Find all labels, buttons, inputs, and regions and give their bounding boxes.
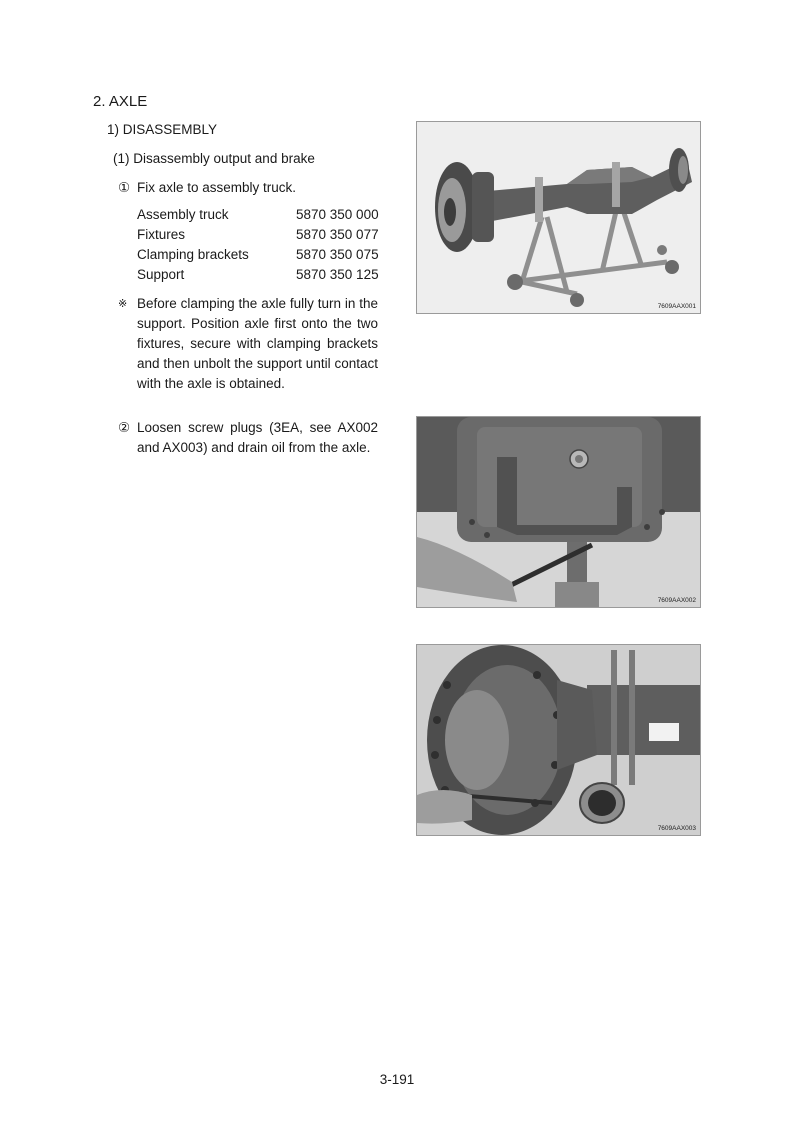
tools-row	[137, 245, 382, 265]
tool-part-number: 5870 350 000	[296, 207, 379, 222]
tools-row	[137, 225, 382, 245]
figure-caption: 7609AAX002	[657, 597, 696, 604]
tools-table	[137, 205, 382, 285]
step-1-marker: ①	[118, 180, 131, 195]
tool-part-number: 5870 350 075	[296, 247, 379, 262]
axle-truck-photo	[417, 122, 700, 313]
drain-plug-photo	[417, 417, 700, 607]
figure-loosen-screw-plug	[416, 644, 701, 836]
note-text: Before clamping the axle fully turn in the support. Position axle first onto the two fixtures, secure with clamping brackets and then unbolt the support until contact with the axle is obtained.	[137, 296, 378, 391]
tools-row	[137, 265, 382, 285]
figure-caption: 7609AAX003	[657, 825, 696, 832]
tool-name: Assembly truck	[137, 207, 229, 222]
subsection-title: 1) DISASSEMBLY	[107, 122, 218, 137]
step-2-text: Loosen screw plugs (3EA, see AX002 and AX003) and drain oil from the axle.	[137, 420, 378, 455]
tool-part-number: 5870 350 077	[296, 227, 379, 242]
tool-name: Fixtures	[137, 227, 186, 242]
note-marker: ※	[118, 298, 128, 310]
tool-part-number: 5870 350 125	[296, 267, 379, 282]
figure-drain-screw-plug	[416, 416, 701, 608]
section-title: 2. AXLE	[93, 93, 148, 110]
tool-name: Support	[137, 267, 185, 282]
step-2-marker: ②	[118, 420, 131, 435]
subsubsection-title: (1) Disassembly output and brake	[113, 151, 315, 166]
tool-name: Clamping brackets	[137, 247, 249, 262]
figure-axle-on-assembly-truck	[416, 121, 701, 314]
tools-row	[137, 205, 382, 225]
page-number: 3-191	[379, 1072, 415, 1087]
step-1-text: Fix axle to assembly truck.	[137, 180, 297, 195]
figure-caption: 7609AAX001	[657, 303, 696, 310]
step-1	[118, 178, 380, 198]
note	[118, 294, 380, 394]
screw-plug-photo	[417, 645, 700, 835]
step-2	[118, 418, 380, 458]
